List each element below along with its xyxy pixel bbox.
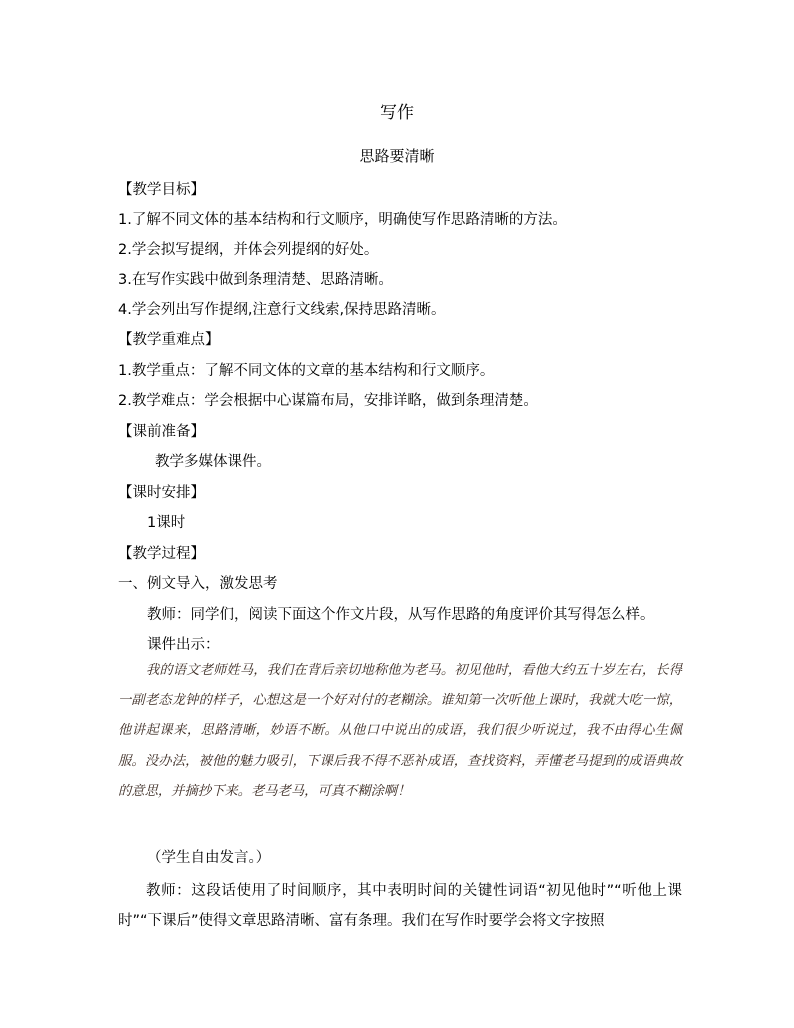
teacher-summary-text: 教师：这段话使用了时间顺序，其中表明时间的关键性词语“初见他时”“听他上课时”“下课后”使得文章思路清晰、富有条理。我们在写作时要学会将文字按照 — [118, 883, 682, 929]
step-heading: 一、例文导入，激发思考 — [118, 576, 278, 592]
goals-heading: 【教学目标】 — [118, 182, 205, 198]
goal-item: 2.学会拟写提纲，并体会列提纲的好处。 — [118, 242, 379, 258]
time-text: 1课时 — [147, 515, 186, 531]
example-excerpt — [118, 656, 682, 807]
process-heading: 【教学过程】 — [118, 546, 205, 562]
key-points-heading: 【教学重难点】 — [118, 332, 220, 348]
prep-text: 教学多媒体课件。 — [155, 454, 271, 470]
example-excerpt-text: 我的语文老师姓马，我们在背后亲切地称他为老马。初见他时，看他大约五十岁左右，长得一副老态龙钟的样子，心想这是一个好对付的老糊涂。谁知第一次听他上课时，我就大吃一惊，他讲起课来，思路清晰，妙语不断。从他口中说出的成语，我们很少听说过，我不由得心生佩服。没办法，被他的魅力吸引，下课后我不得不恶补成语，查找资料，弄懂老马提到的成语典故的意思，并摘抄下来。老马老马，可真不糊涂啊！ — [118, 663, 682, 799]
goal-item: 4.学会列出写作提纲,注意行文线索,保持思路清晰。 — [118, 302, 446, 318]
key-point-item: 2.教学难点：学会根据中心谋篇布局，安排详略，做到条理清楚。 — [118, 393, 538, 409]
prep-heading: 【课前准备】 — [118, 424, 205, 440]
time-heading: 【课时安排】 — [118, 485, 205, 501]
key-point-item: 1.教学重点：了解不同文体的文章的基本结构和行文顺序。 — [118, 363, 495, 379]
student-note: （学生自由发言。） — [147, 850, 271, 866]
courseware-label: 课件出示： — [147, 637, 220, 653]
document-subtitle: 思路要清晰 — [359, 147, 435, 165]
teacher-summary — [118, 876, 682, 936]
teacher-intro: 教师：同学们，阅读下面这个作文片段，从写作思路的角度评价其写得怎么样。 — [147, 607, 655, 623]
goal-item: 3.在写作实践中做到条理清楚、思路清晰。 — [118, 272, 393, 288]
document-title: 写作 — [380, 103, 414, 123]
goal-item: 1.了解不同文体的基本结构和行文顺序，明确使写作思路清晰的方法。 — [118, 212, 567, 228]
